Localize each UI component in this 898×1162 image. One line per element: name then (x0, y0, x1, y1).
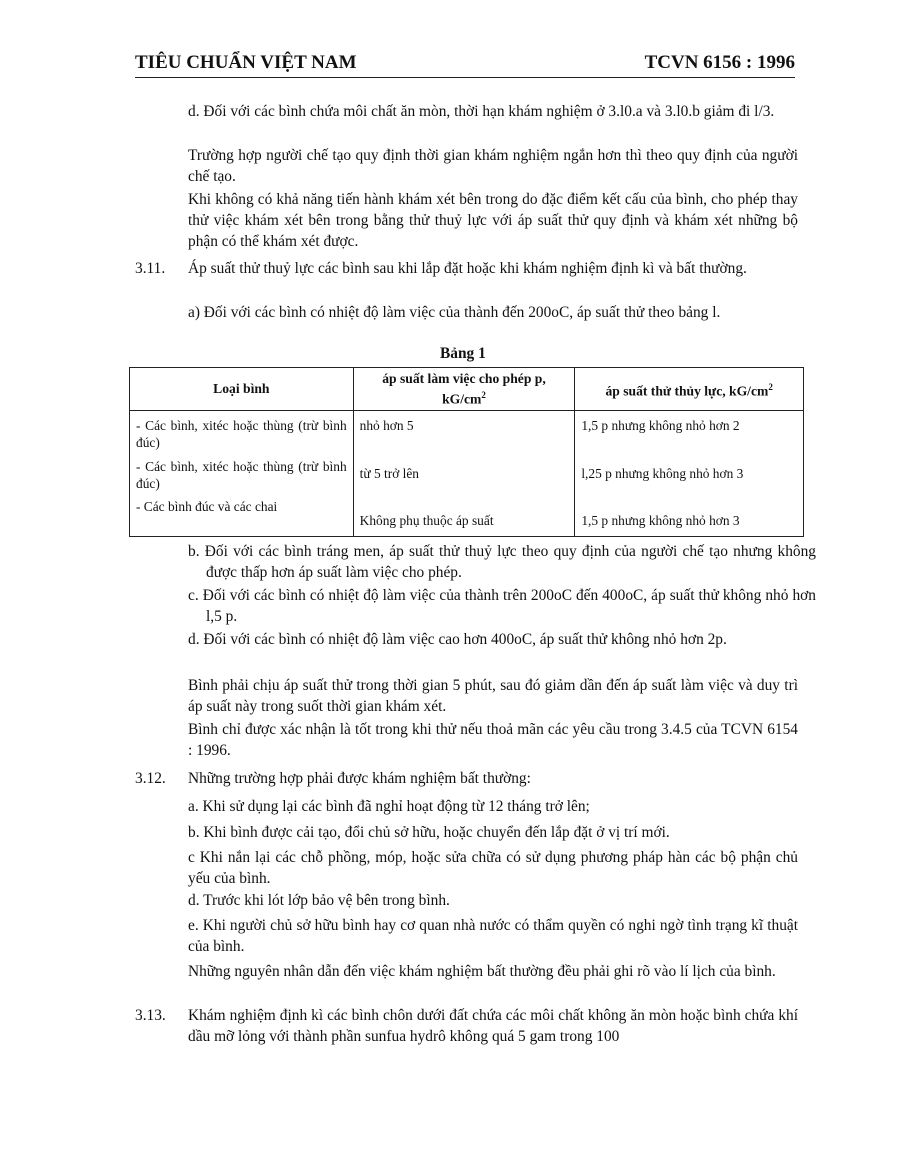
paragraph-5-minutes: Bình phải chịu áp suất thử trong thời gian 5 phút, sau đó giảm dần đến áp suất làm việc và duy trì áp suất này trong suốt thời gian khám xét. (188, 677, 798, 715)
section-3-11-c: c. Đối với các bình có nhiệt độ làm việc của thành trên 200oC đến 400oC, áp suất thử không nhỏ hơn l,5 p. (188, 587, 816, 625)
section-3-12-b: b. Khi bình được cải tạo, đổi chủ sở hữu, hoặc chuyển đến lắp đặt ở vị trí mới. (188, 824, 670, 841)
table-cell: - Các bình, xitéc hoặc thùng (trừ bình đúc) (130, 451, 354, 492)
section-3-11-text: Áp suất thử thuỷ lực các bình sau khi lắp đặt hoặc khi khám nghiệm định kì và bất thường. (188, 260, 747, 277)
table-header-row (130, 368, 804, 411)
table-header-cell: áp suất thử thủy lực, $kG/cm^2$ (575, 368, 804, 411)
section-3-12-c: c Khi nắn lại các chỗ phồng, móp, hoặc sửa chữa có sử dụng phương pháp hàn các bộ phận chủ yếu của bình. (188, 849, 798, 887)
table-cell: l,25 p nhưng không nhỏ hơn 3 (575, 451, 804, 492)
section-3-12-e: e. Khi người chủ sở hữu bình hay cơ quan nhà nước có thẩm quyền có nghi ngờ tình trạng kĩ thuật của bình. (188, 917, 798, 955)
table-cell: - Các bình, xitéc hoặc thùng (trừ bình đúc) (130, 411, 354, 452)
table-caption: Bảng 1 (440, 345, 486, 362)
paragraph-manufacturer: Trường hợp người chế tạo quy định thời gian khám nghiệm ngắn hơn thì theo quy định của người chế tạo. (188, 147, 798, 185)
table-cell: Không phụ thuộc áp suất (353, 492, 575, 537)
section-3-12-a: a. Khi sử dụng lại các bình đã nghỉ hoạt động từ 12 tháng trở lên; (188, 798, 590, 815)
table-cell: từ 5 trở lên (353, 451, 575, 492)
section-3-11-d: d. Đối với các bình có nhiệt độ làm việc cao hơn 400oC, áp suất thử không nhỏ hơn 2p. (188, 631, 727, 648)
section-number-3-12: 3.12. (135, 770, 166, 787)
table-cell: 1,5 p nhưng không nhỏ hơn 3 (575, 492, 804, 537)
table-cell: 1,5 p nhưng không nhỏ hơn 2 (575, 411, 804, 452)
section-3-11-b: b. Đối với các bình tráng men, áp suất thử thuỷ lực theo quy định của người chế tạo nhưng không được thấp hơn áp suất làm việc cho phép. (188, 543, 816, 581)
table-cell: nhỏ hơn 5 (353, 411, 575, 452)
section-3-11-a: a) Đối với các bình có nhiệt độ làm việc của thành đến 200oC, áp suất thử theo bảng l. (188, 304, 721, 321)
pressure-table (129, 367, 804, 537)
paragraph-d-corrosive: d. Đối với các bình chứa môi chất ăn mòn, thời hạn khám nghiệm ở 3.l0.a và 3.l0.b giảm đi l/3. (188, 103, 775, 120)
paragraph-no-inner-inspection: Khi không có khả năng tiến hành khám xét bên trong do đặc điểm kết cấu của bình, cho phép thay thử việc khám xét bên trong bằng thử thuỷ lực với áp suất thử quy định và khám xét những bộ phận có thể khám xét được. (188, 191, 798, 250)
table-row (130, 451, 804, 492)
page-header (135, 48, 795, 74)
table-row (130, 411, 804, 452)
table-cell: - Các bình đúc và các chai (130, 492, 354, 537)
paragraph-record-reasons: Những nguyên nhân dẫn đến việc khám nghiệm bất thường đều phải ghi rõ vào lí lịch của bình. (188, 963, 776, 980)
header-divider (135, 77, 795, 78)
table-header-cell: Loại bình (130, 368, 354, 411)
section-number-3-11: 3.11. (135, 260, 166, 277)
table-row (130, 492, 804, 537)
header-standard-code: TCVN 6156 : 1996 (644, 52, 795, 73)
section-3-13-text: Khám nghiệm định kì các bình chôn dưới đất chứa các môi chất không ăn mòn hoặc bình chứa khí dầu mỡ lỏng với thành phần sunfua hydrô không quá 5 gam trong 100 (188, 1007, 798, 1045)
paragraph-confirmation: Bình chỉ được xác nhận là tốt trong khi thử nếu thoả mãn các yêu cầu trong 3.4.5 của TCVN 6154 : 1996. (188, 721, 798, 759)
section-3-12-text: Những trường hợp phải được khám nghiệm bất thường: (188, 770, 531, 787)
table-header-cell: áp suất làm việc cho phép p, $kG/cm^2$ (353, 368, 575, 411)
header-title: TIÊU CHUẨN VIỆT NAM (135, 52, 357, 73)
section-3-12-d: d. Trước khi lót lớp bảo vệ bên trong bình. (188, 892, 450, 909)
section-number-3-13: 3.13. (135, 1007, 166, 1024)
